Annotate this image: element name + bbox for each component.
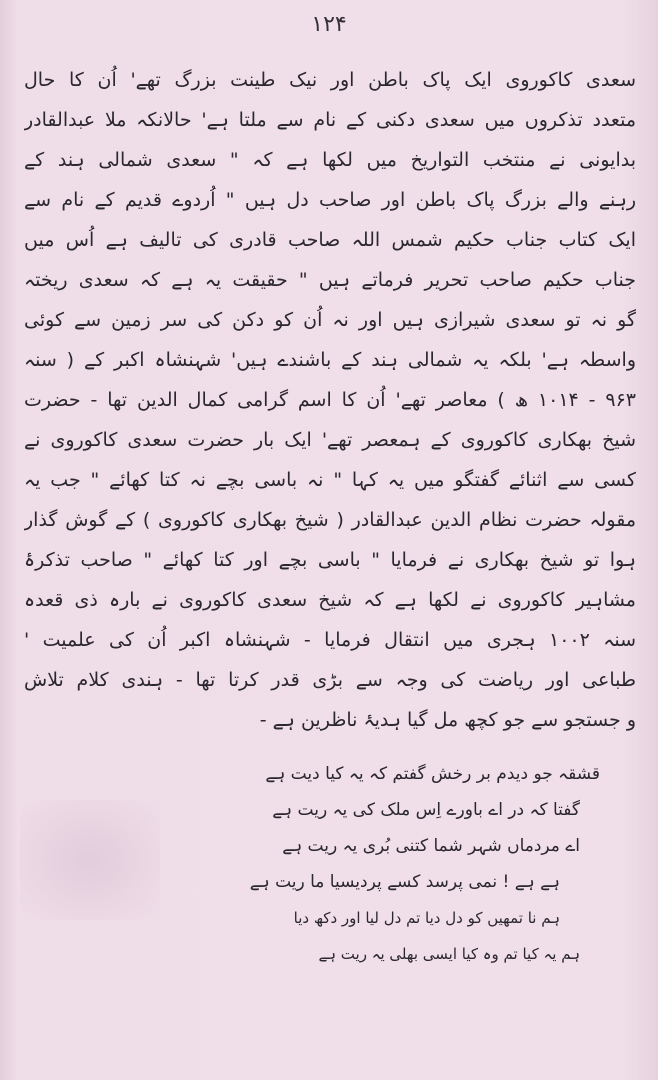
verse-line: گفتا کہ در اے باورے اِس ملک کی یہ ریت ہے — [272, 800, 580, 820]
prose-line: سنہ ۱۰۰۲ ہجری میں انتقال فرمایا - شہنشاہ اکبر اُن کی علمیت ' — [24, 629, 636, 651]
prose-line: گو نہ تو سعدی شیرازی ہیں اور نہ اُن کو دکن کی سر زمین سے کوئی — [24, 309, 636, 331]
prose-line: مقولہ حضرت نظام الدین عبدالقادر ( شیخ بھکاری کاکوروی ) کے گوش گذار — [24, 509, 636, 531]
prose-line: واسطہ ہے' بلکہ یہ شمالی ہند کے باشندے ہیں' شہنشاہ اکبر کے ( سنہ — [24, 349, 636, 371]
prose-line: بدایونی نے منتخب التواریخ میں لکھا ہے کہ " سعدی شمالی ہند کے — [24, 149, 636, 171]
prose-line: ۹۶۳ - ۱۰۱۴ ھ ) معاصر تھے' اُن کا اسم گرامی کمال الدین تھا - حضرت — [24, 389, 636, 411]
prose-line: مشاہیر کاکوروی نے لکھا ہے کہ شیخ سعدی کاکوروی نے بارہ ذی قعدہ — [24, 589, 636, 611]
verse-line: قشقہ جو دیدم بر رخش گفتم کہ یہ کیا دیت ہے — [265, 764, 600, 784]
page-number: ۱۲۴ — [311, 12, 347, 37]
prose-line: شیخ بھکاری کاکوروی کے ہمعصر تھے' ایک بار حضرت سعدی کاکوروی نے — [24, 429, 636, 451]
prose-line: طباعی اور ریاضت کی وجہ سے بڑی قدر کرتا تھا - ہندی کلام تلاش — [24, 669, 636, 691]
prose-line: و جستجو سے جو کچھ مل گیا ہدیۂ ناظرین ہے - — [259, 709, 636, 731]
prose-line: کسی سے اثنائے گفتگو میں یہ کہا " نہ باسی بچے نہ کتا کھائے " جب یہ — [24, 469, 636, 491]
verse-line: ہم نا تمھیں کو دل دیا تم دل لیا اور دکھ دیا — [293, 909, 560, 927]
prose-line: ہوا تو شیخ بھکاری نے فرمایا " باسی بچے اور کتا کھائے " صاحب تذکرۂ — [24, 549, 636, 571]
verse-line: اے مردماں شہر شما کتنی بُری یہ ریت ہے — [282, 836, 580, 856]
verse-line: ہم یہ کیا تم وہ کیا ایسی بھلی یہ ریت ہے — [318, 945, 580, 963]
prose-line: سعدی کاکوروی ایک پاک باطن اور نیک طینت بزرگ تھے' اُن کا حال — [24, 69, 636, 91]
prose-line: ایک کتاب جناب حکیم شمس اللہ صاحب قادری کی تالیف ہے اُس میں — [24, 229, 636, 251]
prose-line: جناب حکیم صاحب تحریر فرماتے ہیں " حقیقت یہ ہے کہ سعدی ریختہ — [24, 269, 636, 291]
verse-block — [40, 756, 620, 972]
prose-line: متعدد تذکروں میں سعدی دکنی کے نام سے ملتا ہے' حالانکہ ملا عبدالقادر — [24, 109, 636, 131]
verse-line: ہے ہے ! نمی پرسد کسے پردیسیا ما ریت ہے — [249, 872, 560, 892]
prose-line: رہنے والے بزرگ پاک باطن اور صاحب دل ہیں " اُردوے قدیم کے نام سے — [24, 189, 636, 211]
prose-body — [24, 60, 636, 740]
